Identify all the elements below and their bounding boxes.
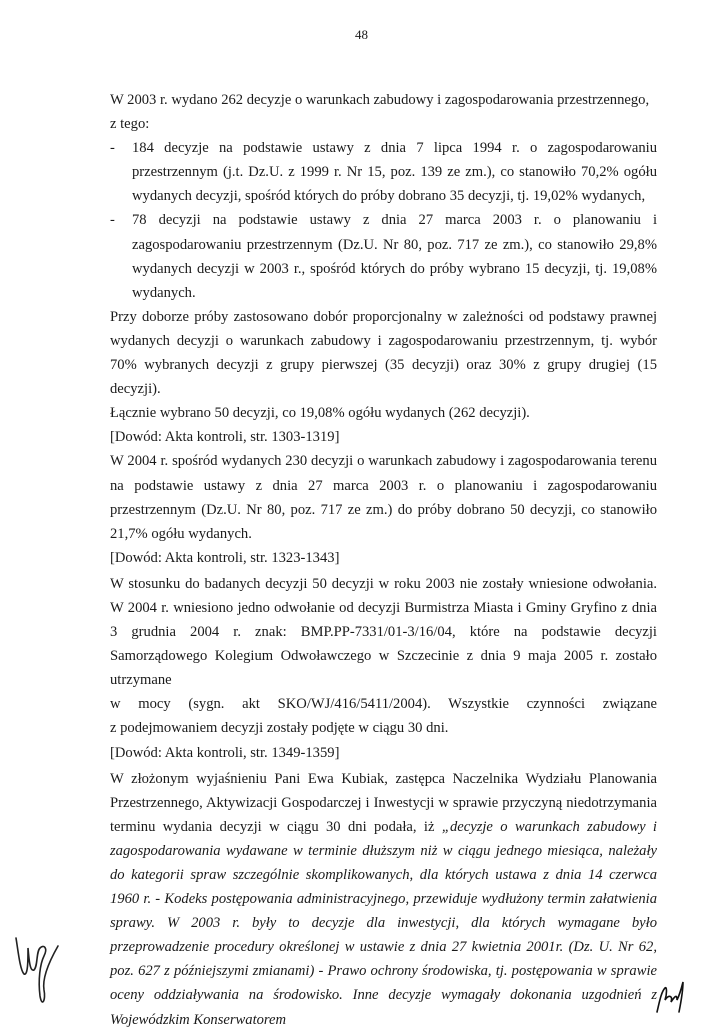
explanation-quote: „decyzje o warunkach zabudowy i zagospodarowania wydawane w terminie dłuższym niż w ciągu jednego miesiąca, należały do kategorii spraw szczególnie skomplikowanych, dla których ustawa z dnia 14 czerwca 1960 r. - Kodeks postępowania administracyjnego, przewiduje wydłużony termin załatwienia sprawy. W 2003 r. były to decyzje dla inwestycji, dla których wymagane było przeprowadzenie procedury określonej w ustawie z dnia 27 kwietnia 2001r. (Dz. U. Nr 62, poz. 627 z późniejszymi zmianami) - Prawo ochrony środowiska, tj. postępowania w sprawie oceny oddziaływania na środowisko. Inne decyzje wymagały dokonania uzgodnień z Wojewódzkim Konserwatorem <box>110 818 657 1028</box>
bullet-dash: - <box>110 212 115 229</box>
list-item-text: 184 decyzje na podstawie ustawy z dnia 7 lipca 1994 r. o zagospodarowaniu przestrzennym (j.t. Dz.U. z 1999 r. Nr 15, poz. 139 ze zm.), co stanowiło 70,2% ogółu wydanych decyzji, spośród których do próby dobrano 35 decyzji, tj. 19,02% wydanych, <box>132 140 657 205</box>
paragraph-explanation <box>110 767 657 1032</box>
evidence-reference: [Dowód: Akta kontroli, str. 1303-1319] <box>110 429 340 446</box>
paragraph-sampling-total: Łącznie wybrano 50 decyzji, co 19,08% ogółu wydanych (262 decyzji). <box>110 405 530 422</box>
paragraph-appeals-line: w mocy (sygn. akt SKO/WJ/416/5411/2004). Wszystkie czynności związane <box>110 696 657 713</box>
paragraph-sampling: Przy doborze próby zastosowano dobór proporcjonalny w zależności od podstawy prawnej wydanych decyzji o warunkach zabudowy i zagospodarowaniu przestrzennym, tj. wybór 70% wybranych decyzji z grupy pierwszej (35 decyzji) oraz 30% z grupy drugiej (15 decyzji). <box>110 308 657 398</box>
list-item <box>110 208 657 304</box>
page-number: 48 <box>355 27 368 42</box>
handwritten-initials-icon <box>655 978 691 1014</box>
paragraph-2004: W 2004 r. spośród wydanych 230 decyzji o warunkach zabudowy i zagospodarowania terenu na podstawie ustawy z dnia 27 marca 2003 r. o planowaniu i zagospodarowaniu przestrzennym (Dz.U. Nr 80, poz. 717 ze zm.) do próby dobrano 50 decyzji, co stanowiło 21,7% ogółu wydanych. <box>110 453 657 542</box>
handwritten-signature-icon <box>8 930 60 1015</box>
explanation-intro: W złożonym wyjaśnieniu Pani Ewa Kubiak, zastępca Naczelnika Wydziału Planowania Przestrzennego, Aktywizacji Gospodarczej i Inwestycji w sprawie przyczyną niedotrzymania terminu wydania decyzji w ciągu 30 dni podała, iż <box>110 770 657 835</box>
paragraph-2003-intro: W 2003 r. wydano 262 decyzje o warunkach zabudowy i zagospodarowania przestrzennego, z tego: <box>110 92 650 133</box>
evidence-reference: [Dowód: Akta kontroli, str. 1349-1359] <box>110 744 340 761</box>
list-item-text: 78 decyzji na podstawie ustawy z dnia 27 marca 2003 r. o planowaniu i zagospodarowaniu przestrzennym (Dz.U. Nr 80, poz. 717 ze zm.), co stanowiło 29,8% wydanych decyzji w 2003 r., spośród których do próby wybrano 15 decyzji, tj. 19,08% wydanych. <box>132 212 657 301</box>
paragraph-appeals-end: z podejmowaniem decyzji zostały podjęte w ciągu 30 dni. <box>110 720 449 737</box>
list-item <box>110 136 657 208</box>
evidence-reference: [Dowód: Akta kontroli, str. 1323-1343] <box>110 549 340 566</box>
document-body <box>110 88 657 1032</box>
bullet-dash: - <box>110 140 115 157</box>
paragraph-appeals: W stosunku do badanych decyzji 50 decyzji w roku 2003 nie zostały wniesione odwołania. W 2004 r. wniesiono jedno odwołanie od decyzji Burmistrza Miasta i Gminy Gryfino z dnia 3 grudnia 2004 r. znak: BMP.PP-7331/01-3/16/04, które na podstawie decyzji Samorządowego Kolegium Odwoławczego w Szczecinie z dnia 9 maja 2005 r. zostało utrzymane <box>110 575 657 689</box>
